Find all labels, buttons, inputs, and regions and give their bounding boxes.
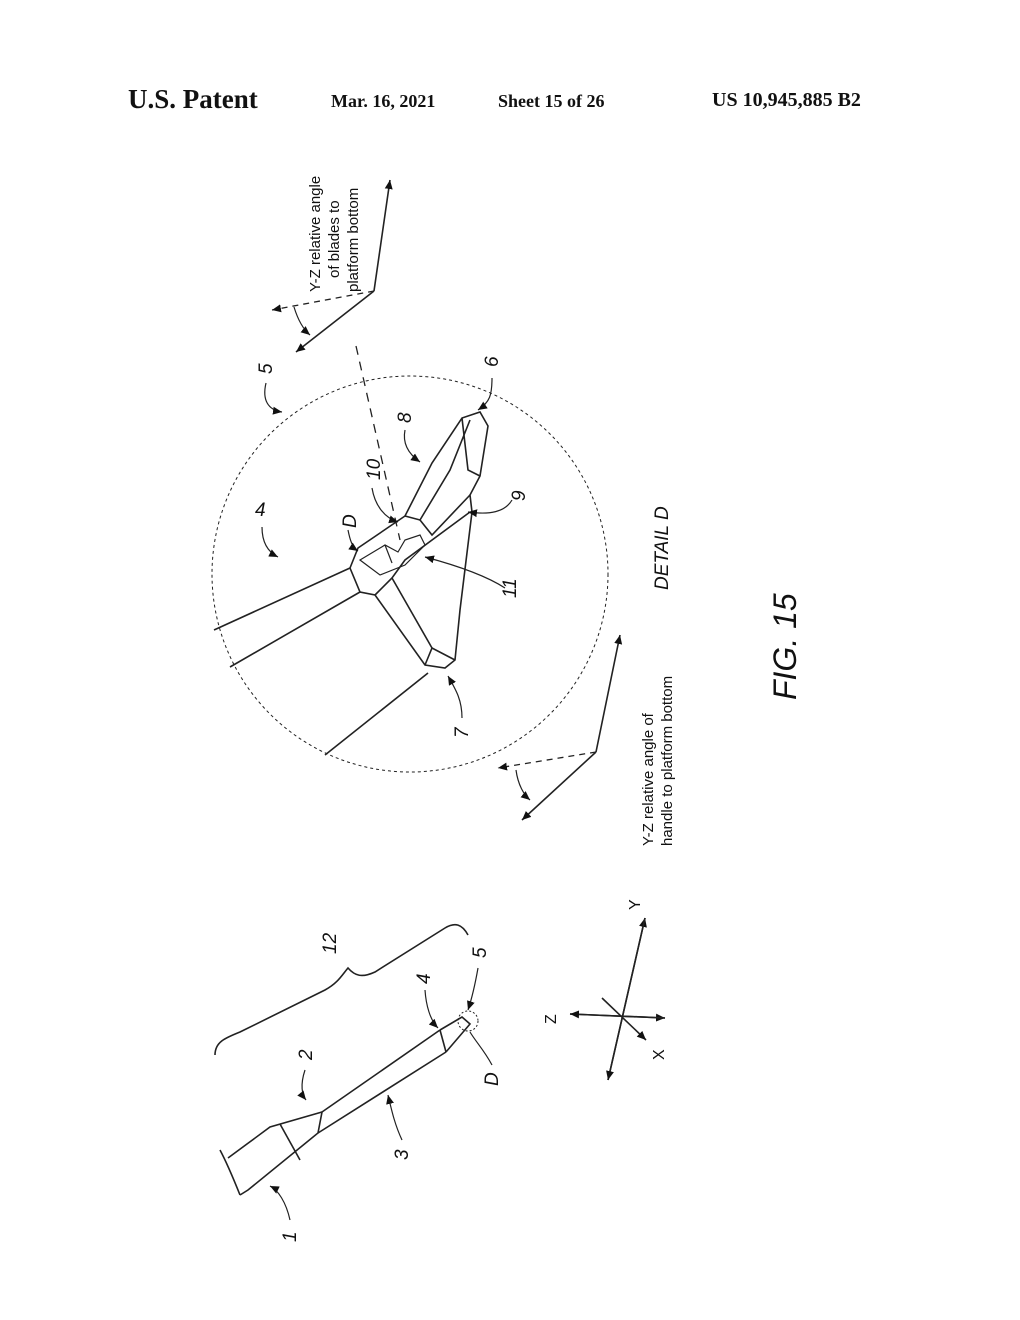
leader-9: [468, 500, 512, 513]
blade-lower-face: [392, 578, 432, 648]
ref-label-12: 12: [320, 932, 341, 954]
blade-body: [350, 412, 488, 668]
annotation-blade-line-1: Y-Z relative angle: [307, 175, 324, 292]
blade-edge-mid: [420, 495, 470, 535]
ref-label-5-small: 5: [470, 947, 491, 958]
leader-10: [372, 488, 398, 522]
leader-D-small: [470, 1032, 492, 1065]
leader-4-small: [425, 990, 438, 1028]
ref-label-4-small: 4: [414, 973, 435, 984]
detail-d-title: DETAIL D: [652, 506, 673, 590]
sheet-number: Sheet 15 of 26: [498, 91, 605, 111]
ref-label-D-small: D: [482, 1072, 503, 1086]
shaft-upper: [322, 1030, 440, 1112]
leader-D: [348, 530, 358, 551]
handle-line-upper: [214, 568, 350, 630]
axis-label-y: Y: [627, 899, 644, 910]
annotation-blade-line-3: platform bottom: [345, 187, 362, 292]
annotation-blade-angle: [307, 176, 362, 292]
blade-angle-arc: [294, 307, 310, 335]
ref-label-1: 1: [280, 1231, 301, 1242]
leader-6: [478, 378, 492, 410]
blade-tip-7: [425, 648, 455, 665]
ref-label-4: 4: [255, 500, 266, 521]
handle-line-upper-inner: [230, 592, 360, 667]
tip-detail-circle: [458, 1011, 478, 1031]
blade-angle-arm-short: [296, 291, 374, 352]
leader-8: [404, 430, 420, 462]
detail-circle: [212, 376, 608, 772]
leader-5: [265, 383, 282, 412]
handle-divider: [280, 1124, 300, 1160]
handle-angle-arm-long: [596, 635, 620, 752]
handle-angle-arc: [516, 770, 530, 800]
axis-y-line-back: [608, 918, 645, 1080]
handle-angle-arm-short: [522, 752, 596, 820]
axis-label-x: X: [651, 1049, 668, 1060]
ref-label-3: 3: [392, 1149, 413, 1160]
ref-label-10: 10: [364, 458, 385, 480]
blade-face-line: [462, 418, 480, 476]
shaft-collar: [440, 1030, 446, 1052]
blade-angle-dashed: [272, 291, 374, 310]
annotation-handle-line-1: Y-Z relative angle of: [640, 713, 657, 846]
leader-1: [270, 1186, 290, 1220]
ref-label-11: 11: [500, 578, 521, 598]
patent-title: U.S. Patent: [128, 84, 258, 114]
blade-bottom-ridge: [375, 512, 470, 595]
bracket-12: [215, 925, 468, 1055]
blade-angle-arm-long: [374, 180, 390, 291]
instrument-handle: [228, 1112, 322, 1195]
center-dashed-line: [356, 346, 400, 540]
ref-label-7: 7: [452, 727, 473, 738]
detail-d-view: [212, 180, 620, 820]
axis-z-line-back: [570, 1014, 665, 1018]
patent-number: US 10,945,885 B2: [712, 89, 861, 111]
figure-caption: FIG. 15: [767, 593, 803, 700]
patent-date: Mar. 16, 2021: [331, 91, 436, 111]
leader-3: [388, 1095, 402, 1140]
leader-4: [262, 527, 278, 557]
handle-line-lower: [325, 673, 428, 755]
leader-5-small: [468, 968, 478, 1010]
instrument-view: [215, 925, 492, 1220]
ref-label-8: 8: [395, 412, 416, 423]
ref-label-D-detail: D: [340, 514, 361, 528]
blade-notch: [360, 535, 425, 575]
ref-label-9: 9: [509, 490, 530, 501]
axis-label-z: Z: [543, 1014, 560, 1024]
ref-label-6: 6: [482, 356, 503, 367]
leader-2: [302, 1070, 306, 1100]
axis-x-line: [602, 998, 646, 1040]
annotation-blade-line-2: of blades to: [326, 200, 343, 278]
ref-label-5: 5: [256, 363, 277, 374]
shaft-lower: [318, 1052, 446, 1133]
ref-label-2: 2: [296, 1049, 317, 1060]
annotation-handle-angle: [640, 676, 676, 846]
annotation-handle-line-2: handle to platform bottom: [659, 675, 676, 846]
leader-7: [448, 676, 462, 718]
